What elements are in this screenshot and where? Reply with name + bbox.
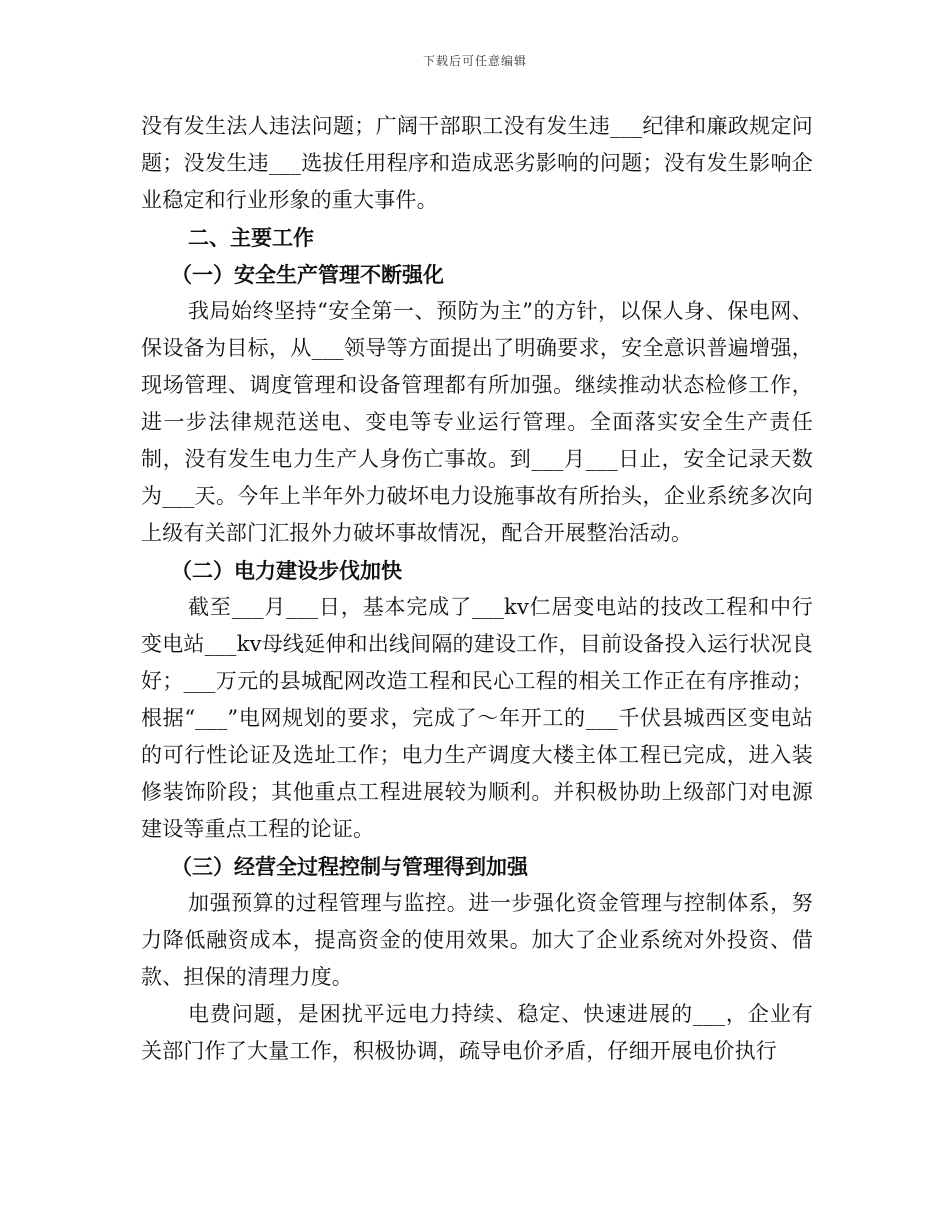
page-header: 下载后可任意编辑 bbox=[422, 54, 527, 68]
subsection-heading-safety: （一）安全生产管理不断强化 bbox=[171, 262, 444, 287]
paragraph-electricity-fee: 电费问题，是困扰平远电力持续、稳定、快速进展的___，企业有关部门作了大量工作，积极协调，疏导电价矛盾，仔细开展电价执行 bbox=[141, 1002, 813, 1063]
subsection-heading-construction: （二）电力建设步伐加快 bbox=[171, 558, 402, 583]
section-heading-main-work: 二、主要工作 bbox=[188, 225, 314, 250]
paragraph-safety: 我局始终坚持“安全第一、预防为主”的方针，以保人身、保电网、保设备为目标，从___领导等方面提出了明确要求，安全意识普遍增强，现场管理、调度管理和设备管理都有所加强。继续推动状态检修工作，进一步法律规范送电、变电等专业运行管理。全面落实安全生产责任制，没有发生电力生产人身伤亡事故。到___月___日止，安全记录天数为___天。今年上半年外力破坏电力设施事故有所抬头，企业系统多次向上级有关部门汇报外力破坏事故情况，配合开展整治活动。 bbox=[141, 299, 813, 545]
document-body bbox=[141, 108, 813, 1070]
paragraph-budget: 加强预算的过程管理与监控。进一步强化资金管理与控制体系，努力降低融资成本，提高资金的使用效果。加大了企业系统对外投资、借款、担保的清理力度。 bbox=[141, 891, 813, 989]
paragraph-continuation: 没有发生法人违法问题；广阔干部职工没有发生违___纪律和廉政规定问题；没发生违___选拔任用程序和造成恶劣影响的问题；没有发生影响企业稳定和行业形象的重大事件。 bbox=[141, 114, 813, 212]
subsection-heading-operations: （三）经营全过程控制与管理得到加强 bbox=[171, 854, 528, 879]
paragraph-construction: 截至___月___日，基本完成了___kv仁居变电站的技改工程和中行变电站___kv母线延伸和出线间隔的建设工作，目前设备投入运行状况良好；___万元的县城配网改造工程和民心工程的相关工作正在有序推动；根据“___”电网规划的要求，完成了～年开工的___千伏县城西区变电站的可行性论证及选址工作；电力生产调度大楼主体工程已完成，进入装修装饰阶段；其他重点工程进展较为顺利。并积极协助上级部门对电源建设等重点工程的论证。 bbox=[141, 595, 813, 841]
